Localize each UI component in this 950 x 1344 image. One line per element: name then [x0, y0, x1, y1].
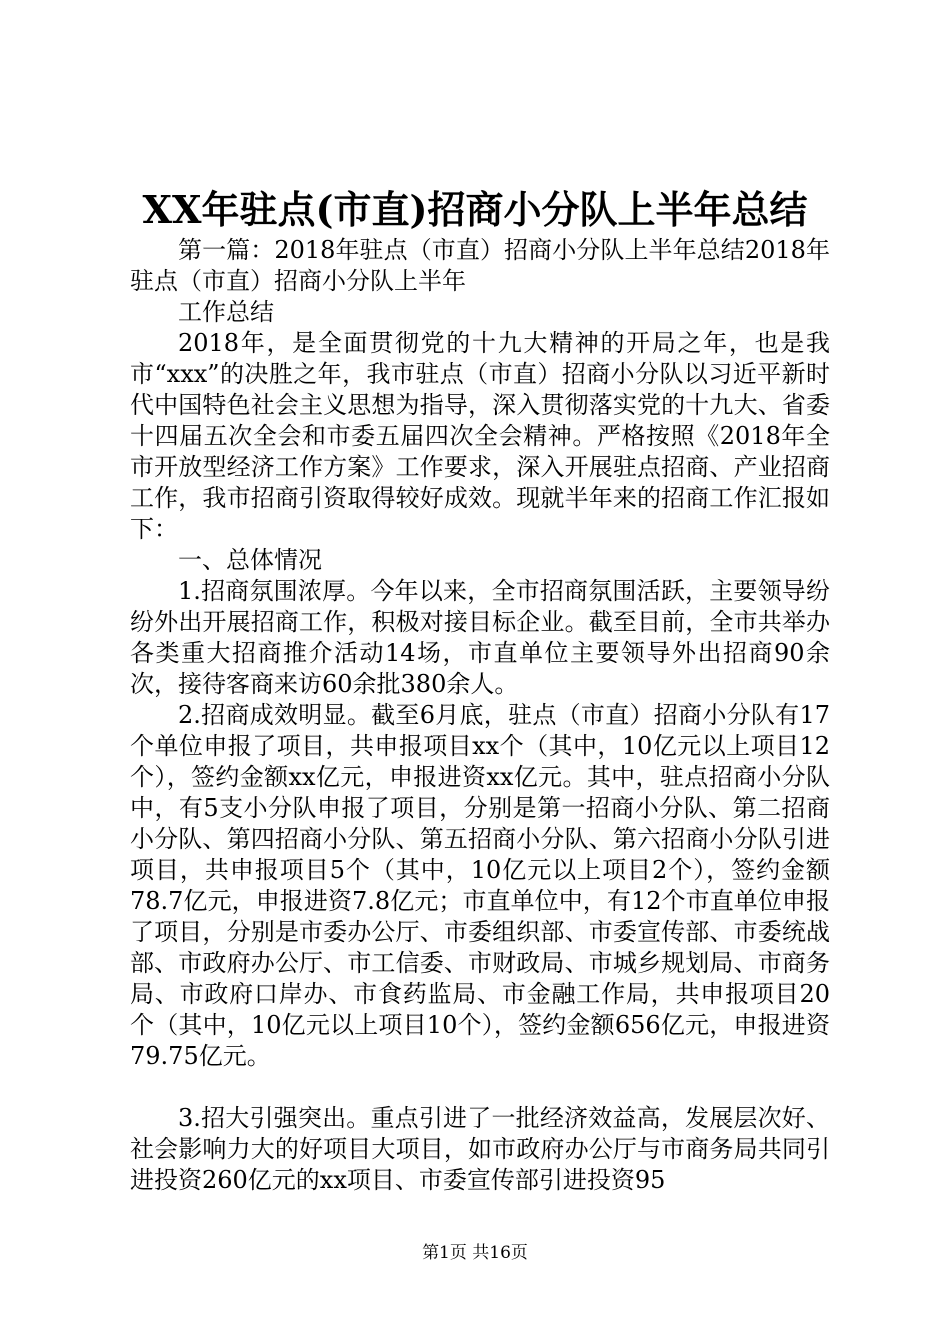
paragraph-intro: 第一篇：2018年驻点（市直）招商小分队上半年总结2018年驻点（市直）招商小分队上半年	[130, 236, 830, 295]
document-body	[130, 235, 830, 1196]
document-title: XX年驻点(市直)招商小分队上半年总结	[142, 187, 808, 232]
paragraph-item-3: 3.招大引强突出。重点引进了一批经济效益高，发展层次好、社会影响力大的好项目大项目，如市政府办公厅与市商务局共同引进投资260亿元的xx项目、市委宣传部引进投资95	[130, 1104, 830, 1194]
paragraph-subtitle: 工作总结	[178, 298, 274, 326]
paragraph-overview: 2018年，是全面贯彻党的十九大精神的开局之年，也是我市“xxx”的决胜之年，我市驻点（市直）招商小分队以习近平新时代中国特色社会主义思想为指导，深入贯彻落实党的十九大、省委十四届五次全会和市委五届四次全会精神。严格按照《2018年全市开放型经济工作方案》工作要求，深入开展驻点招商、产业招商工作，我市招商引资取得较好成效。现就半年来的招商工作汇报如下：	[130, 329, 830, 543]
page-footer: 第1页 共16页	[422, 1243, 528, 1263]
paragraph-item-2: 2.招商成效明显。截至6月底，驻点（市直）招商小分队有17个单位申报了项目，共申报项目xx个（其中，10亿元以上项目12个），签约金额xx亿元，申报进资xx亿元。其中，驻点招商小分队中，有5支小分队申报了项目，分别是第一招商小分队、第二招商小分队、第四招商小分队、第五招商小分队、第六招商小分队引进项目，共申报项目5个（其中，10亿元以上项目2个），签约金额78.7亿元，申报进资7.8亿元；市直单位中，有12个市直单位申报了项目，分别是市委办公厅、市委组织部、市委宣传部、市委统战部、市政府办公厅、市工信委、市财政局、市城乡规划局、市商务局、市政府口岸办、市食药监局、市金融工作局，共申报项目20个（其中，10亿元以上项目10个），签约金额656亿元，申报进资79.75亿元。	[130, 701, 830, 1070]
section-heading: 一、总体情况	[178, 546, 322, 574]
paragraph-item-1: 1.招商氛围浓厚。今年以来，全市招商氛围活跃，主要领导纷纷外出开展招商工作，积极对接目标企业。截至目前，全市共举办各类重大招商推介活动14场，市直单位主要领导外出招商90余次，接待客商来访60余批380余人。	[130, 577, 830, 698]
